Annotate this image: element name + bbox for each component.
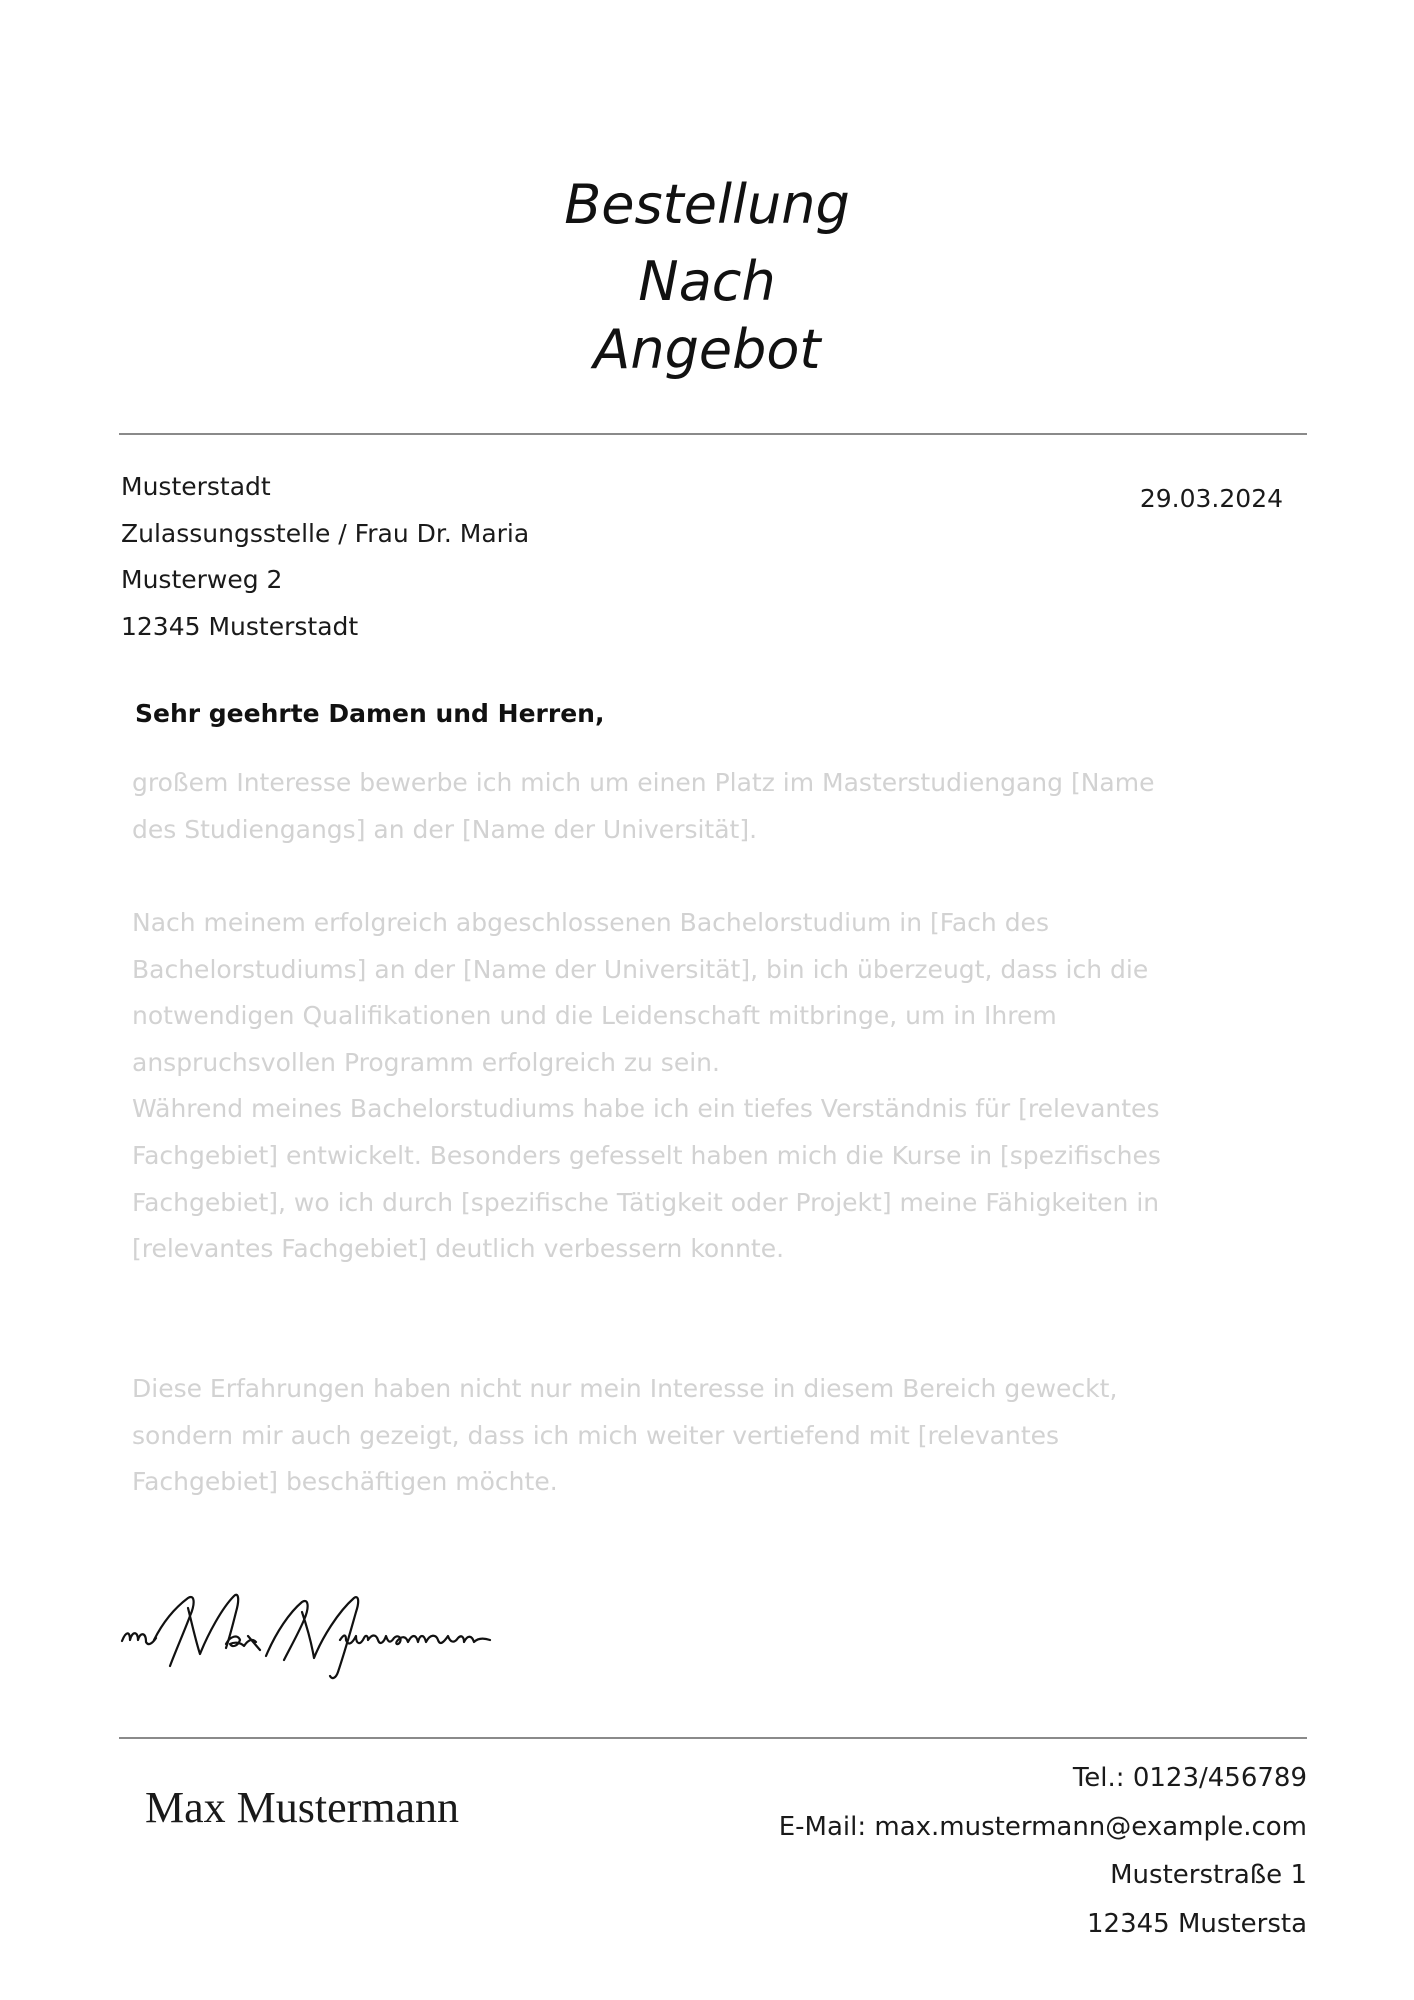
body-line: Nach meinem erfolgreich abgeschlossenen Bachelorstudium in [Fach des — [132, 908, 1049, 937]
body-line: Fachgebiet] beschäftigen möchte. — [132, 1467, 558, 1496]
title-line-2: Nach — [638, 250, 776, 313]
body-line: Fachgebiet], wo ich durch [spezifische Tätigkeit oder Projekt] meine Fähigkeiten in — [132, 1188, 1160, 1217]
body-line: Diese Erfahrungen haben nicht nur mein Interesse in diesem Bereich geweckt, — [132, 1374, 1118, 1403]
handwritten-signature — [118, 1576, 508, 1686]
body-line: des Studiengangs] an der [Name der Universität]. — [132, 815, 758, 844]
body-line: [relevantes Fachgebiet] deutlich verbessern konnte. — [132, 1234, 785, 1263]
body-line: Während meines Bachelorstudiums habe ich ein tiefes Verständnis für [relevantes — [132, 1094, 1160, 1123]
contact-phone: Tel.: 0123/456789 — [1072, 1763, 1307, 1793]
contact-email: E-Mail: max.mustermann@example.com — [778, 1812, 1307, 1842]
letter-date: 29.03.2024 — [1139, 484, 1283, 513]
contact-city: 12345 Mustersta — [1087, 1909, 1307, 1939]
title-line-1: Bestellung — [564, 173, 850, 236]
body-line: Fachgebiet] entwickelt. Besonders gefesselt haben mich die Kurse in [spezifisches — [132, 1141, 1161, 1170]
body-line: notwendigen Qualifikationen und die Leidenschaft mitbringe, um in Ihrem — [132, 1001, 1057, 1030]
footer-divider — [119, 1737, 1307, 1739]
recipient-line: Musterstadt — [121, 472, 271, 501]
header-divider — [119, 433, 1307, 435]
sender-name: Max Mustermann — [145, 1783, 460, 1832]
recipient-line: Musterweg 2 — [121, 565, 283, 594]
recipient-line: Zulassungsstelle / Frau Dr. Maria — [121, 519, 530, 548]
body-line: anspruchsvollen Programm erfolgreich zu sein. — [132, 1048, 720, 1077]
body-line: Bachelorstudiums] an der [Name der Universität], bin ich überzeugt, dass ich die — [132, 955, 1149, 984]
title-line-3: Angebot — [593, 318, 821, 381]
recipient-line: 12345 Musterstadt — [121, 612, 359, 641]
contact-street: Musterstraße 1 — [1110, 1860, 1307, 1890]
body-line: großem Interesse bewerbe ich mich um einen Platz im Masterstudiengang [Name — [132, 768, 1155, 797]
salutation: Sehr geehrte Damen und Herren, — [135, 699, 605, 728]
body-line: sondern mir auch gezeigt, dass ich mich weiter vertiefend mit [relevantes — [132, 1421, 1060, 1450]
